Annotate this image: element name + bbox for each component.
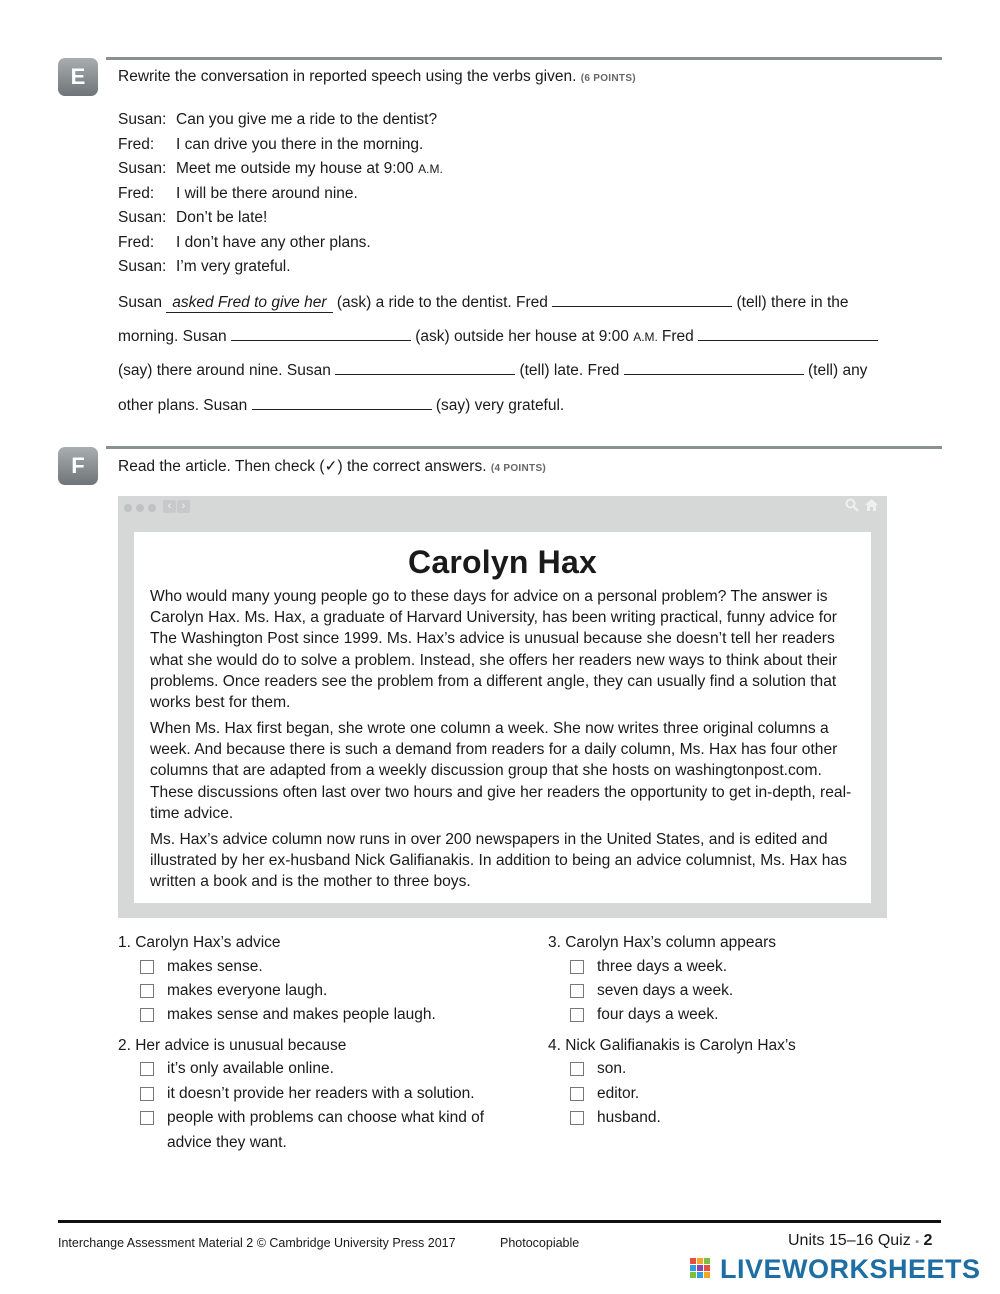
question-1: 1. Carolyn Hax’s advice <box>118 934 281 951</box>
window-dot <box>148 504 156 512</box>
conversation-line <box>118 108 443 133</box>
question-2: 2. Her advice is unusual because <box>118 1037 347 1054</box>
section-e-badge: E <box>58 58 98 96</box>
copyright: Interchange Assessment Material 2 © Cambridge University Press 2017 <box>58 1236 456 1250</box>
option-label: makes sense and makes people laugh. <box>167 1006 436 1023</box>
speaker: Fred: <box>118 233 155 251</box>
article-paragraph: Ms. Hax’s advice column now runs in over 200 newspapers in the United States, and is edited and illustrated by her ex-husband Nick Galifianakis. In addition to being an advice columnist, Ms. Hax has written a book and is the mother to three boys. <box>150 831 847 891</box>
option-label: editor. <box>597 1085 640 1102</box>
instruction-text: Read the article. Then check (✓) the correct answers. <box>118 458 487 475</box>
conversation-line <box>118 231 443 256</box>
chevron-left-icon: ‹ <box>163 500 176 513</box>
answer-blank[interactable] <box>335 356 515 375</box>
utterance: Meet me outside my house at 9:00 <box>176 160 414 177</box>
window-dot <box>136 504 144 512</box>
speaker: Fred: <box>118 184 155 202</box>
utterance: I will be there around nine. <box>176 184 358 202</box>
liveworksheets-brand: LIVEWORKSHEETS <box>720 1254 981 1284</box>
speaker: Susan: <box>118 209 167 226</box>
option-label: four days a week. <box>597 1006 719 1023</box>
option-label: it’s only available online. <box>167 1060 334 1077</box>
fill-text: other plans. Susan <box>118 397 248 414</box>
example-answer: asked Fred to give her <box>166 294 332 313</box>
checkbox[interactable] <box>140 1087 154 1101</box>
search-icon <box>845 498 859 516</box>
fill-text: Fred <box>661 328 694 345</box>
question-4: 4. Nick Galifianakis is Carolyn Hax’s <box>548 1037 796 1054</box>
utterance: I’m very grateful. <box>176 258 291 275</box>
conversation-line <box>118 182 443 207</box>
conversation <box>118 108 443 280</box>
fill-text: (ask) outside her house at 9:00 <box>415 328 629 345</box>
fill-text: (say) very grateful. <box>435 397 565 414</box>
section-f-badge: F <box>58 447 98 485</box>
fill-text: morning. Susan <box>118 328 227 345</box>
option-label: husband. <box>597 1109 661 1126</box>
page-number: 2 <box>923 1232 933 1249</box>
fill-text: (tell) any <box>808 362 868 379</box>
answer-blank[interactable] <box>231 322 411 341</box>
utterance: Can you give me a ride to the dentist? <box>176 111 438 128</box>
checkbox[interactable] <box>140 1008 154 1022</box>
article-paragraph: When Ms. Hax first began, she wrote one column a week. She now writes three original columns a week. And because there is such a demand from readers for a daily column, Ms. Hax has four other columns that are adapted from a weekly discussion group that she hosts on washingtonpost.com. These discussions often last over two hours and give her readers the opportunity to get in-depth, real-time advice. <box>150 720 852 822</box>
fill-line-3 <box>118 356 867 380</box>
option-label: son. <box>597 1060 627 1077</box>
fill-text: (ask) a ride to the dentist. Fred <box>336 294 548 311</box>
fill-text: (tell) there in the <box>736 294 849 311</box>
fill-line-1 <box>118 288 849 312</box>
window-dot <box>124 504 132 512</box>
separator: ▪ <box>915 1236 920 1248</box>
speaker: Susan: <box>118 160 167 177</box>
points-label: (4 POINTS) <box>490 463 547 474</box>
answer-blank[interactable] <box>698 322 878 341</box>
option-label: it doesn’t provide her readers with a solution. <box>167 1085 475 1102</box>
checkbox[interactable] <box>140 1062 154 1076</box>
speaker: Susan: <box>118 258 167 275</box>
checkbox[interactable] <box>570 1008 584 1022</box>
utterance: Don’t be late! <box>176 209 268 226</box>
quiz-title: Units 15–16 Quiz <box>788 1232 911 1249</box>
utterance: I can drive you there in the morning. <box>176 135 424 153</box>
quiz-label <box>788 1232 932 1250</box>
section-f-rule <box>106 446 942 449</box>
fill-text: (tell) late. Fred <box>519 362 620 379</box>
utterance: I don’t have any other plans. <box>176 233 371 251</box>
home-icon <box>864 498 879 516</box>
option-label: seven days a week. <box>597 982 734 999</box>
section-f-instruction <box>118 457 546 476</box>
checkbox[interactable] <box>570 1087 584 1101</box>
fill-line-4 <box>118 391 564 415</box>
points-label: (6 POINTS) <box>580 73 636 84</box>
footer-rule <box>58 1220 941 1223</box>
time-suffix: A.M. <box>418 162 443 176</box>
option-label: makes everyone laugh. <box>167 982 328 999</box>
option-label: people with problems can choose what kind of <box>167 1109 485 1126</box>
conversation-line <box>118 133 443 158</box>
section-e-rule <box>106 57 942 60</box>
section-e-instruction <box>118 68 636 86</box>
question-3: 3. Carolyn Hax’s column appears <box>548 934 777 951</box>
fill-text: (say) there around nine. Susan <box>118 362 331 379</box>
photocopiable-label: Photocopiable <box>500 1236 580 1250</box>
article-title: Carolyn Hax <box>408 544 597 580</box>
chevron-right-icon: › <box>177 500 190 513</box>
speaker: Fred: <box>118 135 155 153</box>
checkbox[interactable] <box>140 984 154 998</box>
conversation-line <box>118 157 443 182</box>
checkbox[interactable] <box>570 984 584 998</box>
checkbox[interactable] <box>140 1111 154 1125</box>
option-label: three days a week. <box>597 958 728 975</box>
article-paragraph: Who would many young people go to these days for advice on a personal problem? The answer is Carolyn Hax. Ms. Hax, a graduate of Harvard University, has been writing practical, funny advice for The Washington Post since 1999. Ms. Hax’s advice is unusual because she doesn’t tell her readers what she would do to solve a problem. Instead, she offers her readers new ways to think about their problems. Once readers see the problem from a different angle, they can usually find a solution that works best for them. <box>150 588 838 712</box>
answer-blank[interactable] <box>252 391 432 410</box>
time-suffix: A.M. <box>633 330 658 344</box>
answer-blank[interactable] <box>624 356 804 375</box>
conversation-line <box>118 206 443 231</box>
fill-text: Susan <box>118 294 162 311</box>
option-label: makes sense. <box>167 958 263 975</box>
option-label-continued: advice they want. <box>167 1134 287 1151</box>
conversation-line <box>118 255 443 280</box>
liveworksheets-logo-icon <box>690 1254 718 1284</box>
checkbox[interactable] <box>140 960 154 974</box>
speaker: Susan: <box>118 111 167 128</box>
answer-blank[interactable] <box>552 288 732 307</box>
checkbox[interactable] <box>570 960 584 974</box>
checkbox[interactable] <box>570 1111 584 1125</box>
instruction-text: Rewrite the conversation in reported speech using the verbs given. <box>118 68 577 85</box>
checkbox[interactable] <box>570 1062 584 1076</box>
fill-line-2 <box>118 322 878 346</box>
